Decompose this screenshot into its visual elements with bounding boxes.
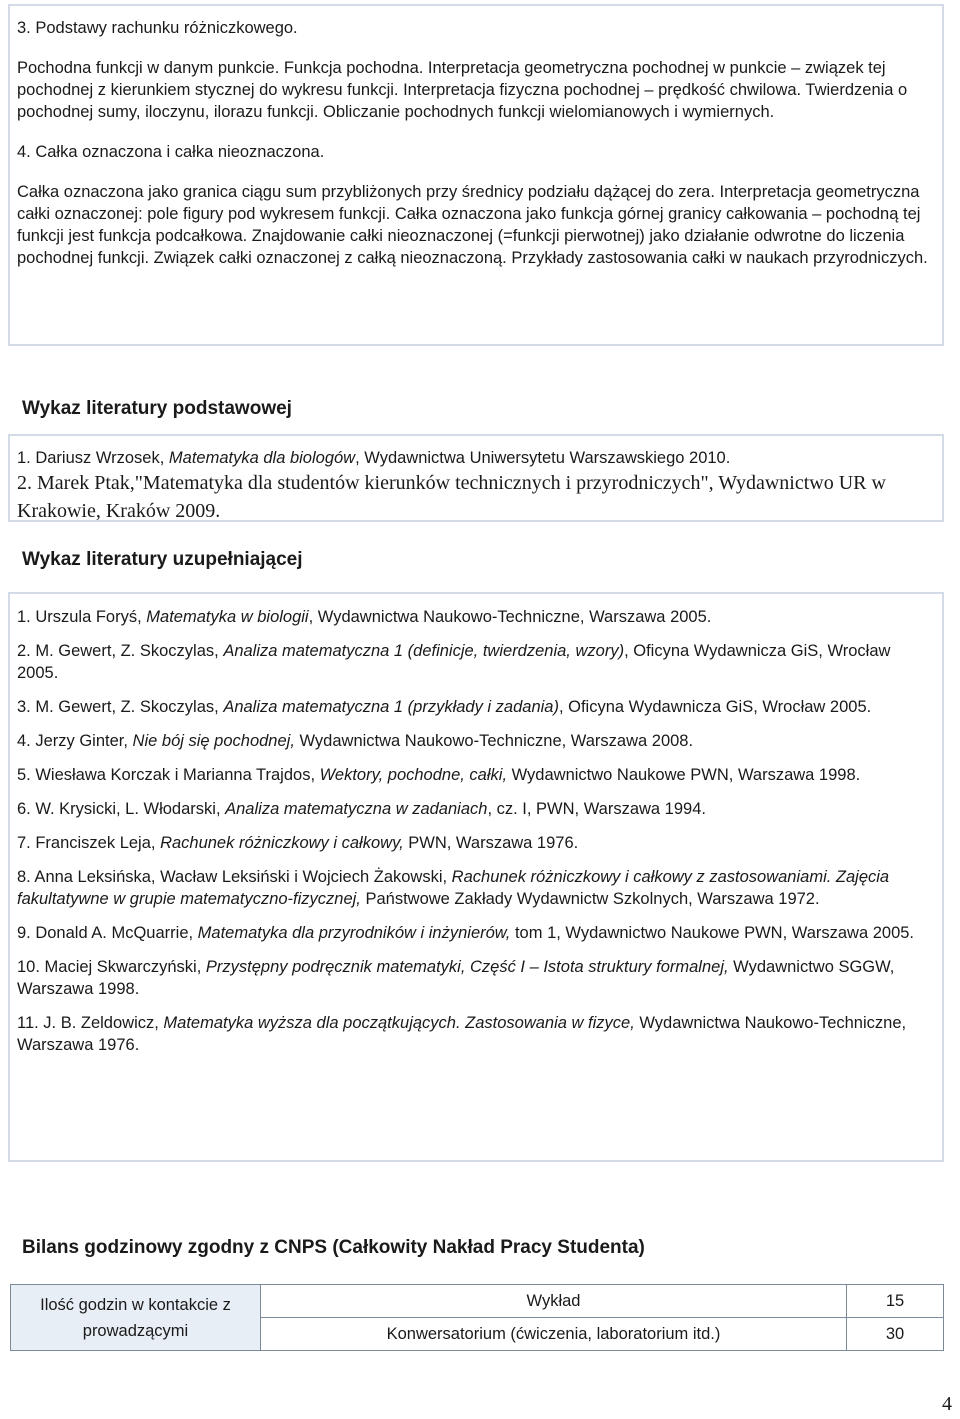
item-author: 7. Franciszek Leja, [17, 834, 161, 852]
literature-item [17, 640, 935, 684]
item-title: Analiza matematyczna 1 (definicje, twierdzenia, wzory) [223, 642, 625, 660]
item-publisher: tom 1, Wydawnictwo Naukowe PWN, Warszawa 2005. [510, 924, 915, 942]
literature-item [17, 1012, 935, 1056]
item-title: Nie bój się pochodnej, [132, 732, 295, 750]
hours-cell: 15 [847, 1285, 944, 1318]
item-author: 6. W. Krysicki, L. Włodarski, [17, 800, 226, 818]
item-author: 2. M. Gewert, Z. Skoczylas, [17, 642, 224, 660]
activity-cell: Konwersatorium (ćwiczenia, laboratorium itd.) [261, 1318, 847, 1351]
item-title: Matematyka dla biologów [168, 449, 356, 467]
item-author: 1. Dariusz Wrzosek, [17, 449, 169, 467]
item-author: 10. Maciej Skwarczyński, [17, 958, 206, 976]
item-publisher: , Oficyna Wydawnicza GiS, Wrocław 2005. [558, 698, 872, 716]
item-title: Rachunek różniczkowy i całkowy z zastosowaniami. Zajęcia fakultatywne w grupie matematyczno-fizycznej, [17, 868, 890, 908]
workload-table [10, 1284, 944, 1351]
literature-item [17, 730, 935, 752]
item-author: 5. Wiesława Korczak i Marianna Trajdos, [17, 766, 320, 784]
item-title: Matematyka dla przyrodników i inżynierów, [197, 924, 511, 942]
item-publisher: , cz. I, PWN, Warszawa 1994. [487, 800, 706, 818]
item-title: Matematyka wyższa dla początkujących. Zastosowania w fizyce, [163, 1014, 635, 1032]
section-3-body: Pochodna funkcji w danym punkcie. Funkcja pochodna. Interpretacja geometryczna pochodnej w punkcie – związek tej pochodnej z kierunkiem stycznej do wykresu funkcji. Interpretacja fizyczna pochodnej – prędkość chwilowa. Twierdzenia o pochodnej sumy, iloczynu, ilorazu funkcji. Obliczanie pochodnych funkcji wielomianowych i wymiernych. [17, 59, 908, 121]
supplementary-literature-box [8, 592, 944, 1162]
literature-item [17, 832, 935, 854]
item-author: 4. Jerzy Ginter, [17, 732, 133, 750]
literature-item [17, 798, 935, 820]
item-publisher: Wydawnictwa Naukowo-Techniczne, Warszawa 1976. [17, 1014, 907, 1054]
item-publisher: , Oficyna Wydawnicza GiS, Wrocław 2005. [17, 642, 891, 682]
page-number: 4 [942, 1393, 952, 1415]
literature-item [17, 606, 935, 628]
section-3-heading: 3. Podstawy rachunku różniczkowego. [17, 19, 298, 37]
literature-item [17, 764, 935, 786]
item-title: Rachunek różniczkowy i całkowy, [160, 834, 404, 852]
item-title: Analiza matematyczna w zadaniach [225, 800, 488, 818]
table-row [11, 1285, 944, 1318]
supplementary-literature-list [17, 606, 935, 1056]
item-title: Przystępny podręcznik matematyki, Część I – Istota struktury formalnej, [205, 958, 729, 976]
section-4-heading: 4. Całka oznaczona i całka nieoznaczona. [17, 143, 325, 161]
item-author: 3. M. Gewert, Z. Skoczylas, [17, 698, 224, 716]
section-4-body: Całka oznaczona jako granica ciągu sum przybliżonych przy średnicy podziału dążącej do zera. Interpretacja geometryczna całki oznaczonej: pole figury pod wykresem funkcji. Całka oznaczona jako funkcja górnej granicy całkowania – pochodną tej funkcji jest funkcja podcałkowa. Znajdowanie całki nieoznaczonej (=funkcji pierwotnej) jako działanie odwrotne do liczenia pochodnej funkcji. Związek całki oznaczonej z całką nieoznaczoną. Przykłady zastosowania całki w naukach przyrodniczych. [17, 183, 928, 267]
item-author: 11. J. B. Zeldowicz, [17, 1014, 164, 1032]
supplementary-literature-heading: Wykaz literatury uzupełniającej [22, 549, 303, 570]
item-publisher: Wydawnictwo Naukowe PWN, Warszawa 1998. [507, 766, 861, 784]
item-publisher: Wydawnictwa Naukowo-Techniczne, Warszawa 2008. [294, 732, 694, 750]
basic-literature-box [8, 434, 944, 522]
literature-item [17, 922, 935, 944]
workload-heading: Bilans godzinowy zgodny z CNPS (Całkowity Nakład Pracy Studenta) [22, 1237, 645, 1258]
item-title: Matematyka w biologii [146, 608, 309, 626]
item-publisher: , Wydawnictwa Naukowo-Techniczne, Warszawa 2005. [308, 608, 712, 626]
literature-item [17, 866, 935, 910]
item-publisher: Wydawnictwo SGGW, Warszawa 1998. [17, 958, 895, 998]
item-author: 1. Urszula Foryś, [17, 608, 147, 626]
item-publisher: PWN, Warszawa 1976. [403, 834, 579, 852]
hours-cell: 30 [847, 1318, 944, 1351]
item-author: 8. Anna Leksińska, Wacław Leksiński i Wojciech Żakowski, [17, 868, 452, 886]
literature-item [17, 956, 935, 1000]
item-publisher: , Wydawnictwa Uniwersytetu Warszawskiego 2010. [355, 449, 731, 467]
course-content-box [8, 4, 944, 346]
basic-literature-item-1 [17, 447, 935, 469]
item-publisher: Państwowe Zakłady Wydawnictw Szkolnych, Warszawa 1972. [360, 890, 820, 908]
item-title: Analiza matematyczna 1 (przykłady i zadania) [223, 698, 559, 716]
basic-literature-item-2: 2. Marek Ptak,"Matematyka dla studentów kierunków technicznych i przyrodniczych", Wydawnictwo UR w Krakowie, Kraków 2009. [17, 472, 886, 522]
literature-item [17, 696, 935, 718]
activity-cell: Wykład [261, 1285, 847, 1318]
item-author: 9. Donald A. McQuarrie, [17, 924, 198, 942]
item-title: Wektory, pochodne, całki, [319, 766, 508, 784]
basic-literature-heading: Wykaz literatury podstawowej [22, 398, 292, 419]
workload-row-header: Ilość godzin w kontakcie z prowadzącymi [11, 1285, 261, 1351]
